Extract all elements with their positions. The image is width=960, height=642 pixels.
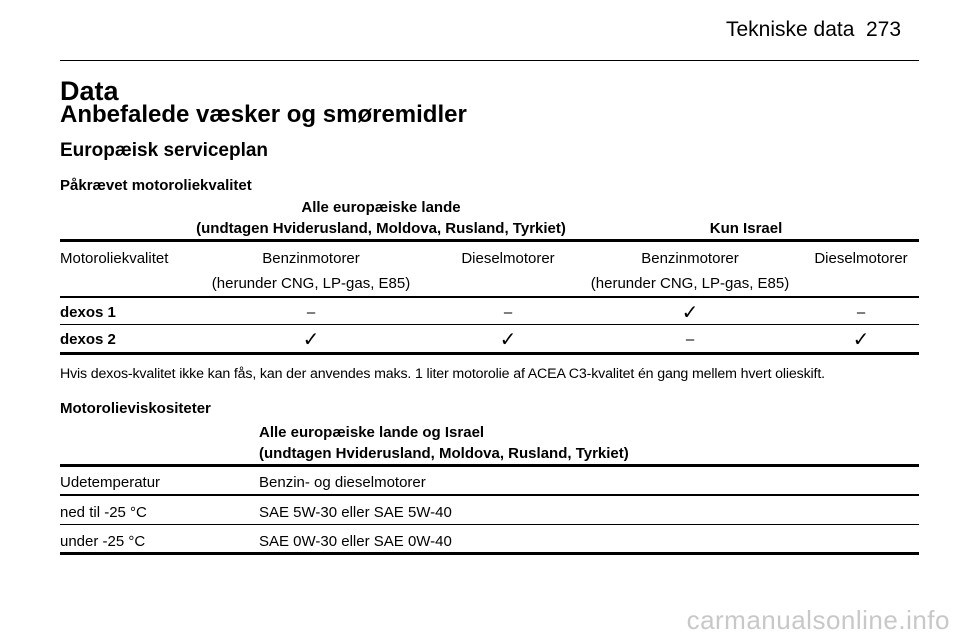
page-title: Data — [60, 76, 119, 106]
col-header-petrol-il-sub: (herunder CNG, LP-gas, E85) — [590, 275, 790, 292]
row-label: dexos 1 — [60, 304, 116, 321]
col-header-diesel-eu: Dieselmotorer — [461, 250, 555, 267]
row-label: dexos 2 — [60, 331, 116, 348]
check-icon: ✓ — [681, 300, 699, 324]
row-oil: SAE 0W-30 eller SAE 0W-40 — [259, 533, 452, 550]
running-header-title: Tekniske data — [726, 18, 855, 41]
footnote: Hvis dexos-kvalitet ikke kan fås, kan der anvendes maks. 1 liter motorolie af ACEA C3-kvalitet én gang mellem hvert olieskift. — [60, 366, 825, 382]
section-heading: Europæisk serviceplan — [60, 140, 269, 161]
col-header-quality: Motoroliekvalitet — [60, 250, 169, 267]
col-header-temperature: Udetemperatur — [60, 474, 161, 491]
group-header-line2: (undtagen Hviderusland, Moldova, Rusland, Tyrkiet) — [259, 445, 629, 462]
table-top-rule — [60, 239, 919, 242]
watermark: carmanualsonline.info — [686, 605, 950, 635]
page-number: 273 — [866, 18, 902, 41]
col-header-engines: Benzin- og dieselmotorer — [259, 474, 426, 491]
group-header-europe-line2: (undtagen Hviderusland, Moldova, Rusland, Tyrkiet) — [196, 220, 566, 237]
group-header-line1: Alle europæiske lande og Israel — [259, 424, 485, 441]
col-header-petrol-il: Benzinmotorer — [641, 250, 739, 267]
row-oil: SAE 5W-30 eller SAE 5W-40 — [259, 504, 452, 521]
row-temperature: under -25 °C — [60, 533, 146, 550]
quality-heading: Påkrævet motoroliekvalitet — [60, 177, 252, 194]
row-rule — [60, 524, 919, 525]
col-header-petrol-eu-sub: (herunder CNG, LP-gas, E85) — [211, 275, 411, 292]
table-top-rule — [60, 464, 919, 467]
check-icon: ✓ — [302, 327, 320, 351]
header-bottom-rule — [60, 296, 919, 298]
group-header-israel: Kun Israel — [709, 220, 783, 237]
row-cell: – — [503, 304, 513, 321]
col-header-petrol-eu: Benzinmotorer — [262, 250, 360, 267]
row-cell: – — [685, 331, 695, 348]
check-icon: ✓ — [852, 327, 870, 351]
col-header-diesel-il: Dieselmotorer — [814, 250, 908, 267]
table-bottom-rule — [60, 552, 919, 555]
viscosity-heading: Motorolieviskositeter — [60, 400, 211, 417]
header-bottom-rule — [60, 494, 919, 496]
page-subtitle: Anbefalede væsker og smøremidler — [60, 101, 467, 128]
row-cell: – — [856, 304, 866, 321]
header-rule — [60, 60, 919, 61]
table-bottom-rule — [60, 352, 919, 355]
row-rule — [60, 324, 919, 325]
row-temperature: ned til -25 °C — [60, 504, 147, 521]
row-cell: – — [306, 304, 316, 321]
check-icon: ✓ — [499, 327, 517, 351]
group-header-europe-line1: Alle europæiske lande — [301, 199, 461, 216]
